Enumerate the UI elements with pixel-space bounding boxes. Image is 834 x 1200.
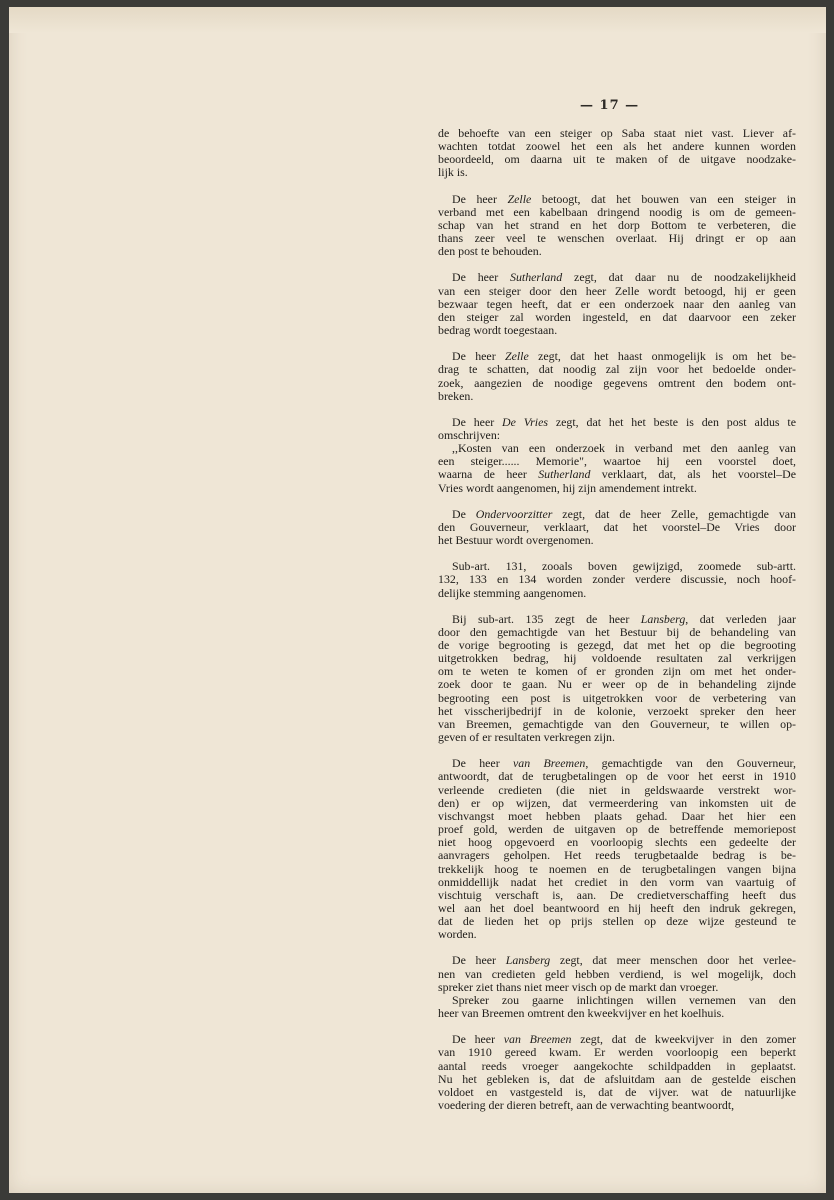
text-line: beoordeeld, om daarna uit te maken of de uitgave noodzake-: [438, 152, 796, 167]
text-line: thans zeer veel te wenschen overlaat. Hij dringt er op aan: [438, 231, 796, 246]
text-line: voldoet en vastgesteld is, dat de vijver. wat de natuurlijke: [438, 1084, 796, 1099]
text-line: de behoefte van een steiger op Saba staat niet vast. Liever af-: [438, 126, 796, 140]
text-line: nen van credieten geld hebben verdiend, is wel mogelijk, doch: [438, 966, 796, 981]
text-line: De heer De Vries zegt, dat het het beste is den post aldus te: [452, 414, 796, 429]
text-line: spreker ziet thans niet meer visch op de markt dan vroeger.: [438, 979, 719, 994]
text-line: verband met een kabelbaan dringend noodig is om de gemeen-: [438, 204, 796, 219]
text-line: verleende credieten (die niet in geldswaarde verstrekt wor-: [438, 782, 796, 797]
text-line: De heer Lansberg zegt, dat meer menschen door het verlee-: [452, 953, 796, 968]
text-line: De Ondervoorzitter zegt, dat de heer Zelle, gemachtigde van: [452, 506, 796, 521]
text-line: worden.: [438, 927, 477, 942]
text-line: het Bestuur wordt overgenomen.: [438, 533, 594, 548]
text-line: den) er op wijzen, dat vermeerdering van inkomsten uit de: [438, 795, 796, 810]
paragraph: [438, 994, 796, 1020]
text-column: [438, 127, 796, 1125]
text-line: aanvragers geholpen. Het reeds terugbetaalde bedrag is be-: [438, 848, 796, 863]
text-line: de vorige begrooting is gezegd, dat met het op die begrooting: [438, 638, 796, 652]
text-line: zoek, aangezien de noodige gegevens omtrent den bodem ont-: [438, 375, 796, 390]
text-line: het visscherijbedrijf in de kolonie, verzoekt spreker den heer: [438, 703, 796, 718]
paragraph: [438, 560, 796, 599]
text-line: wel aan het doel beantwoord en hij heeft den indruk gekregen,: [438, 900, 796, 915]
text-line: De heer Zelle zegt, dat het haast onmogelijk is om het be-: [452, 349, 796, 364]
text-line: wachten totdat zoowel het een als het andere kunnen worden: [438, 139, 796, 154]
text-line: proef gold, werden de uitgaven op de betreffende memoriepost: [438, 822, 796, 837]
text-line: uitgetrokken bedrag, hij voldoende resultaten zal verkrijgen: [438, 651, 796, 666]
text-line: om te weten te komen of er gronden zijn om met het onder-: [438, 664, 796, 679]
text-line: Spreker zou gaarne inlichtingen willen vernemen van den: [452, 992, 796, 1007]
page-number: — 17 —: [580, 98, 640, 113]
text-line: begrooting een post is uitgetrokken voor de verbetering van: [438, 690, 796, 705]
text-line: De heer Zelle betoogt, dat het bouwen van een steiger in: [452, 191, 796, 206]
text-line: lijk is.: [438, 165, 468, 180]
text-line: van een steiger door den heer Zelle wordt betoogd, hij er geen: [438, 283, 796, 298]
paragraph: [438, 127, 796, 180]
text-line: drag te schatten, dat noodig zal zijn voor het bedoelde onder-: [438, 362, 796, 377]
text-line: De heer van Breemen, gemachtigde van den Gouverneur,: [452, 756, 796, 771]
paragraph: [438, 757, 796, 941]
paragraph: [438, 416, 796, 495]
text-line: antwoordt, dat de terugbetalingen op de voor het eerst in 1910: [438, 769, 796, 784]
paragraph: [438, 954, 796, 993]
text-line: bedrag wordt toegestaan.: [438, 323, 558, 338]
text-line: Vries wordt aangenomen, hij zijn amendement intrekt.: [438, 480, 697, 495]
paragraph: [438, 350, 796, 403]
text-line: De heer Sutherland zegt, dat daar nu de noodzakelijkheid: [452, 270, 796, 285]
text-line: heer van Breemen omtrent den kweekvijver en het koelhuis.: [438, 1006, 725, 1021]
text-line: Sub-art. 131, zooals boven gewijzigd, zoomede sub-artt.: [452, 559, 796, 574]
text-line: ,,Kosten van een onderzoek in verband met den aanleg van: [452, 441, 796, 456]
text-line: De heer van Breemen zegt, dat de kweekvijver in den zomer: [452, 1032, 796, 1047]
text-line: waarna de heer Sutherland verklaart, dat, als het voorstel–De: [438, 467, 796, 482]
text-line: den Gouverneur, verklaart, dat het voorstel–De Vries door: [438, 519, 796, 534]
text-line: zoek door te gaan. Nu er weer op de in behandeling zijnde: [438, 677, 796, 692]
text-line: dat de lieden het op prijs stellen op deze wijze gesteund te: [438, 914, 796, 929]
text-line: delijke stemming aangenomen.: [438, 585, 587, 600]
text-line: geven of er resultaten verkregen zijn.: [438, 730, 615, 745]
text-line: door den gemachtigde van het Bestuur bij de behandeling van: [438, 624, 796, 639]
paragraph: [438, 613, 796, 745]
text-line: trekkelijk hoog te noemen en de terugbetalingen vangen bijna: [438, 861, 796, 876]
text-line: van 1910 gereed kwam. Er werden voorloopig een beperkt: [438, 1045, 796, 1060]
page-top-fold: [9, 7, 826, 33]
text-line: onmiddellijk nadat het crediet in den vorm van vaartuig of: [438, 874, 796, 889]
text-line: aantal reeds vroeger aangekochte schildpadden in geplaatst.: [438, 1058, 796, 1073]
text-line: schap van het strand en het dorp Bottom te verbeteren, die: [438, 217, 796, 232]
paragraph: [438, 1033, 796, 1112]
text-line: vischtuig verschaft is, aan. De credietverschaffing heeft dus: [438, 887, 796, 902]
paragraph: [438, 193, 796, 259]
text-line: voedering der dieren betreft, aan de verwachting beantwoordt,: [438, 1098, 735, 1112]
text-line: den post te behouden.: [438, 244, 542, 259]
paragraph: [438, 508, 796, 547]
text-line: den steiger zal worden ingesteld, en dat daarvoor een zeker: [438, 309, 796, 324]
paragraph: [438, 271, 796, 337]
text-line: Nu het gebleken is, dat de afsluitdam aan de gestelde eischen: [438, 1071, 796, 1086]
text-line: Bij sub-art. 135 zegt de heer Lansberg, dat verleden jaar: [452, 611, 796, 626]
text-line: een steiger...... Memorie", waartoe hij een voorstel doet,: [438, 454, 796, 469]
text-line: bezwaar tegen heeft, dat er een onderzoek naar den aanleg van: [438, 296, 796, 311]
text-line: breken.: [438, 388, 474, 403]
text-line: niet hoog opgevoerd en voorloopig slechts een gedeelte der: [438, 835, 796, 850]
text-line: 132, 133 en 134 worden zonder verdere discussie, noch hoof-: [438, 572, 796, 587]
text-line: van Breemen, gemachtigde van den Gouverneur, te willen op-: [438, 716, 796, 731]
text-line: omschrijven:: [438, 427, 501, 442]
text-line: vischvangst moet hebben plaats gehad. Daar het hier een: [438, 808, 796, 823]
